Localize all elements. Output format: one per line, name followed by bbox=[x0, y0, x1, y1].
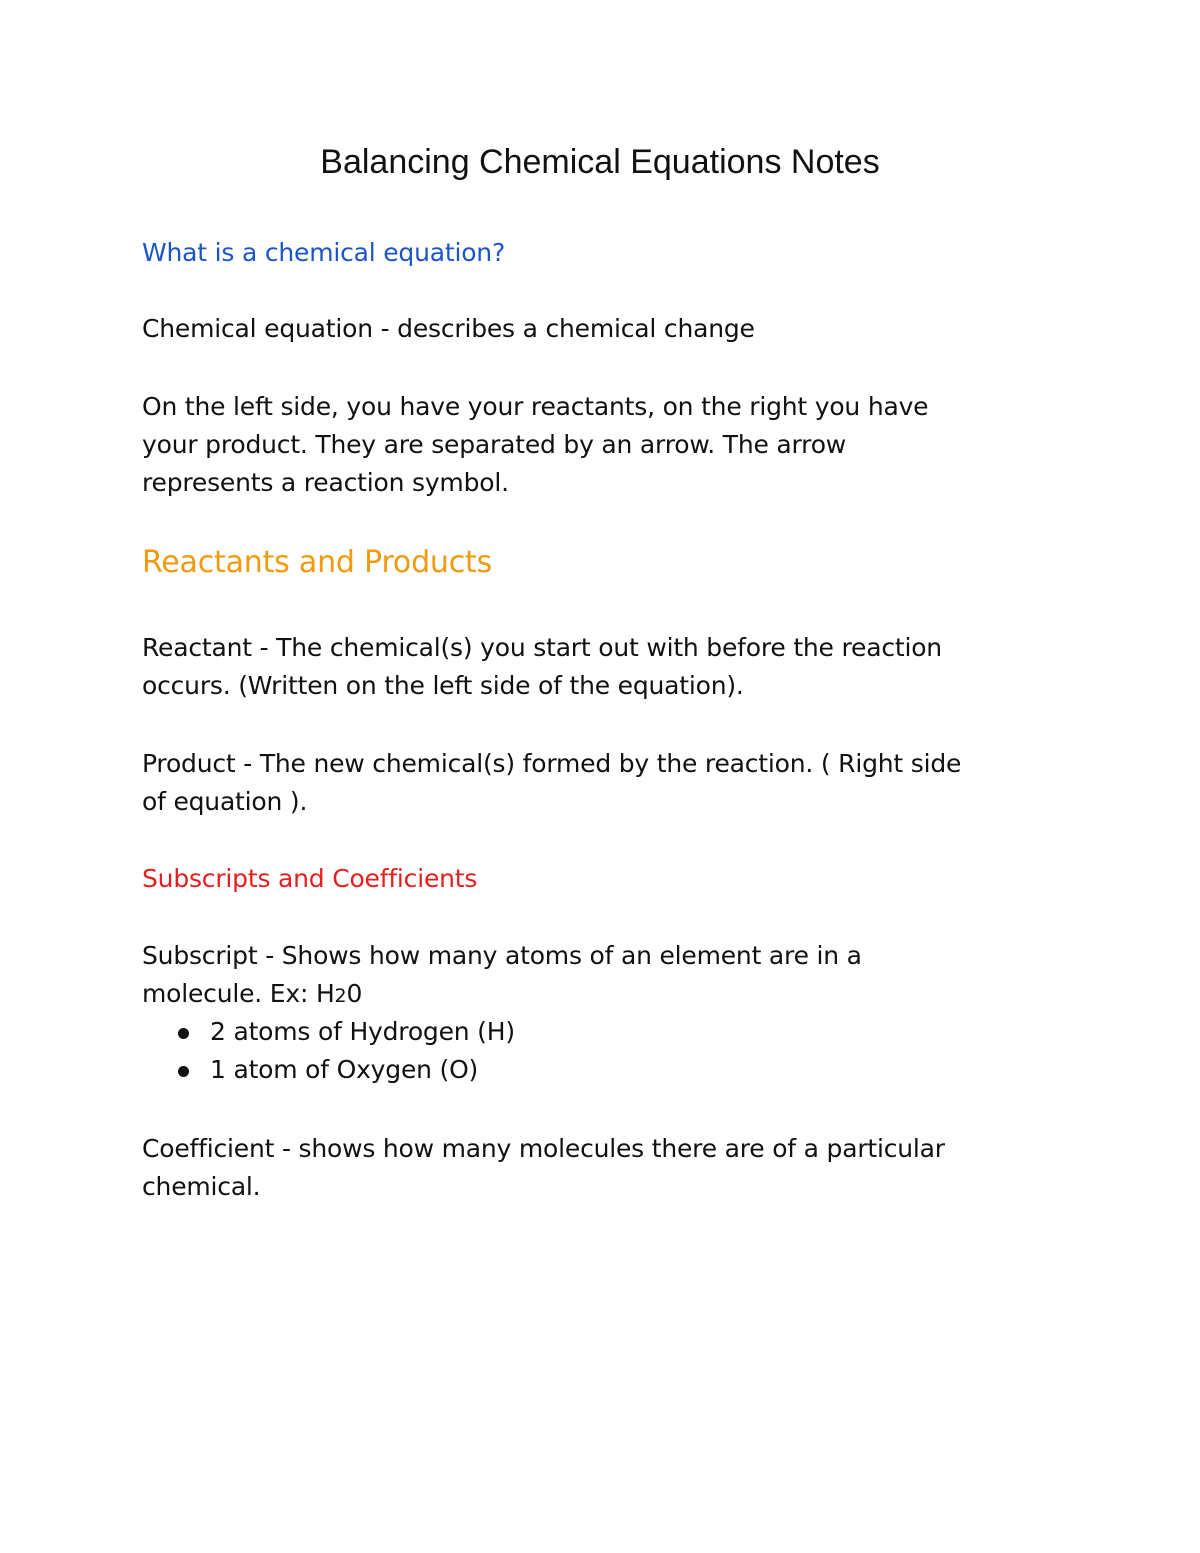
subscript-definition bbox=[142, 937, 1072, 1015]
reactant-definition bbox=[142, 629, 1072, 705]
list-item-text: 1 atom of Oxygen (O) bbox=[210, 1055, 479, 1084]
bullet-icon bbox=[178, 1028, 189, 1039]
section-heading-chemical-equation: What is a chemical equation? bbox=[142, 238, 506, 267]
paragraph-line: of equation ). bbox=[142, 787, 308, 816]
subscript-digit: 2 bbox=[334, 985, 347, 1007]
subscript-example-end: 0 bbox=[346, 979, 363, 1008]
list-item bbox=[142, 1013, 1072, 1051]
reactants-products-paragraph bbox=[142, 388, 1072, 502]
section-heading-reactants-products: Reactants and Products bbox=[142, 545, 493, 580]
section-heading-subscripts-coefficients: Subscripts and Coefficients bbox=[142, 864, 478, 893]
document-title: Balancing Chemical Equations Notes bbox=[320, 143, 880, 181]
paragraph-line: occurs. (Written on the left side of the equation). bbox=[142, 671, 744, 700]
bullet-icon bbox=[178, 1066, 189, 1077]
paragraph-line: Reactant - The chemical(s) you start out with before the reaction bbox=[142, 633, 942, 662]
product-definition bbox=[142, 745, 1072, 821]
coefficient-definition bbox=[142, 1130, 1072, 1206]
subscript-example-list bbox=[142, 1013, 1072, 1089]
list-item bbox=[142, 1051, 1072, 1089]
chemical-equation-definition: Chemical equation - describes a chemical change bbox=[142, 314, 755, 343]
paragraph-line: On the left side, you have your reactants, on the right you have bbox=[142, 392, 929, 421]
paragraph-line: your product. They are separated by an arrow. The arrow bbox=[142, 430, 847, 459]
paragraph-line: Product - The new chemical(s) formed by the reaction. ( Right side bbox=[142, 749, 962, 778]
paragraph-line: Coefficient - shows how many molecules there are of a particular bbox=[142, 1134, 945, 1163]
paragraph-line bbox=[142, 975, 1072, 1015]
paragraph-line: represents a reaction symbol. bbox=[142, 468, 509, 497]
subscript-example-text: molecule. Ex: H bbox=[142, 979, 335, 1008]
list-item-text: 2 atoms of Hydrogen (H) bbox=[210, 1017, 515, 1046]
paragraph-line: Subscript - Shows how many atoms of an element are in a bbox=[142, 941, 862, 970]
paragraph-line: chemical. bbox=[142, 1172, 261, 1201]
